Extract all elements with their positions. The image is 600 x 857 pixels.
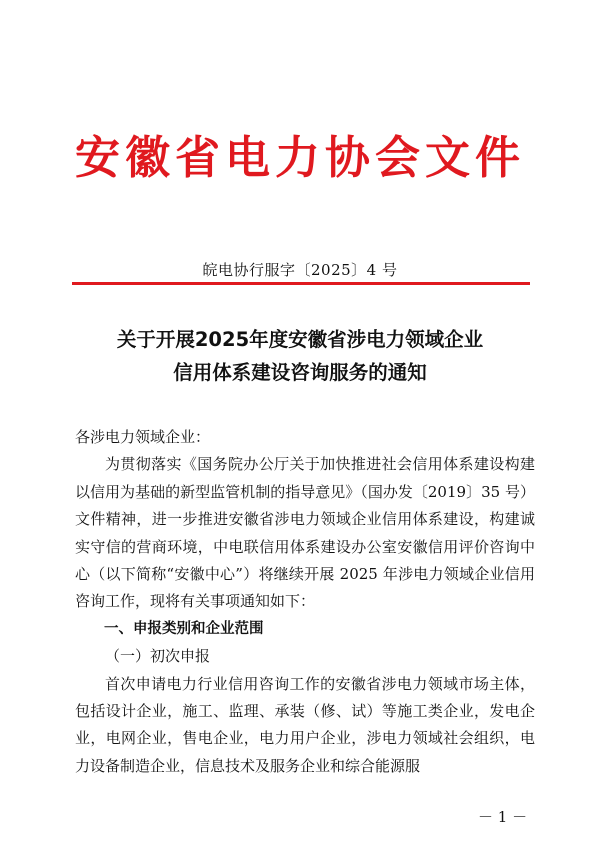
intro-paragraph: 为贯彻落实《国务院办公厅关于加快推进社会信用体系建设构建以信用为基础的新型监管机制的指导意见》（国办发〔2019〕35 号）文件精神，进一步推进安徽省涉电力领域企业信用体系建设，构建诚实守信的营商环境，中电联信用体系建设办公室安徽信用评价咨询中心（以下简称“安徽中心”）将继续开展 2025 年涉电力领域企业信用咨询工作，现将有关事项通知如下： — [75, 455, 535, 611]
page-number: － 1 － — [478, 808, 528, 826]
document-number: 皖电协行服字〔2025〕4 号 — [202, 261, 398, 279]
notice-title — [0, 323, 600, 389]
subsection-heading-1: （一）初次申报 — [105, 647, 211, 666]
body-paragraph-2: 首次申请电力行业信用咨询工作的安徽省涉电力领域市场主体，包括设计企业，施工、监理、承装（修、试）等施工类企业，发电企业，电网企业，售电企业，电力用户企业，涉电力领域社会组织，电力设备制造企业，信息技术及服务企业和综合能源服 — [75, 674, 535, 775]
notice-title-line-2: 信用体系建设咨询服务的通知 — [173, 361, 427, 384]
notice-title-line-1: 关于开展2025年度安徽省涉电力领域企业 — [116, 328, 484, 351]
red-divider-line — [72, 282, 530, 285]
document-masthead: 安徽省电力协会文件 — [74, 131, 525, 184]
section-heading-1: 一、申报类别和企业范围 — [104, 620, 264, 637]
notice-body — [75, 424, 535, 780]
salutation: 各涉电力领域企业： — [75, 428, 211, 446]
